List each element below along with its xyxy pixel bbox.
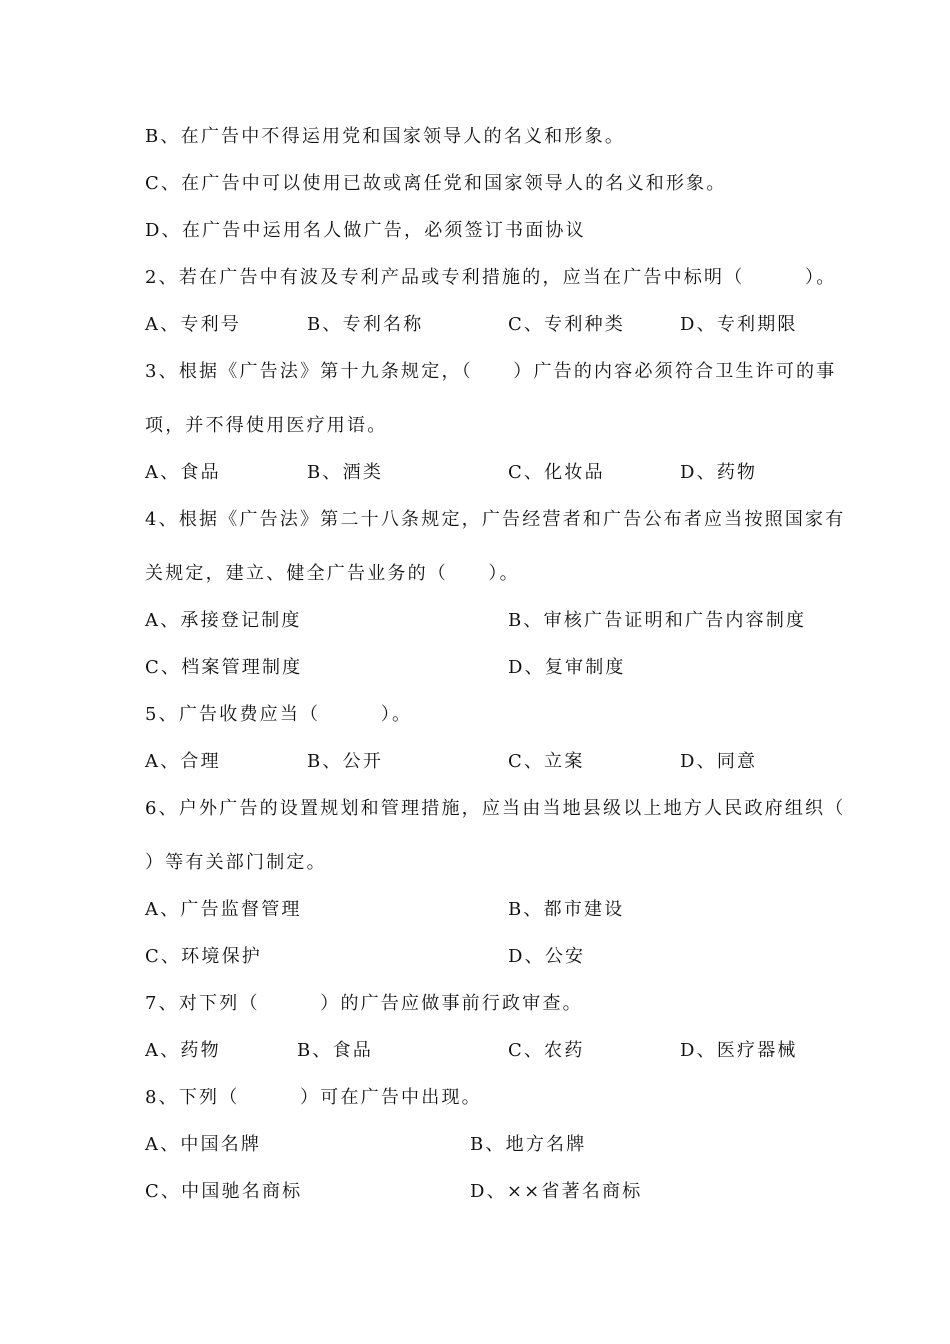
option-line-b: B、在广告中不得运用党和国家领导人的名义和形象。 [145, 126, 626, 147]
question-6-line1: 6、户外广告的设置规划和管理措施，应当由当地县级以上地方人民政府组织（ [145, 798, 846, 819]
question-6-line2: ）等有关部门制定。 [145, 852, 327, 873]
q6-option-c: C、环境保护 [145, 946, 262, 967]
option-line-c: C、在广告中可以使用已故或离任党和国家领导人的名义和形象。 [145, 173, 727, 194]
q3-option-a: A、食品 [145, 462, 221, 483]
q5-option-c: C、立案 [508, 751, 585, 772]
q8-option-a: A、中国名牌 [145, 1134, 262, 1155]
q6-option-d: D、公安 [508, 946, 586, 967]
question-3-line1: 3、根据《广告法》第十九条规定，（ ）广告的内容必须符合卫生许可的事 [145, 361, 837, 382]
q8-option-d: D、××省著名商标 [470, 1181, 643, 1202]
q8-option-b: B、地方名牌 [470, 1134, 587, 1155]
q7-option-b: B、食品 [297, 1040, 374, 1061]
question-7: 7、对下列（ ）的广告应做事前行政审查。 [145, 993, 583, 1014]
q8-option-c: C、中国驰名商标 [145, 1181, 303, 1202]
question-4-line1: 4、根据《广告法》第二十八条规定，广告经营者和广告公布者应当按照国家有 [145, 509, 846, 530]
q6-option-a: A、广告监督管理 [145, 899, 302, 920]
q7-option-a: A、药物 [145, 1040, 221, 1061]
q2-option-a: A、专利号 [145, 314, 241, 335]
option-line-d: D、在广告中运用名人做广告，必须签订书面协议 [145, 220, 586, 241]
q3-option-d: D、药物 [680, 462, 758, 483]
q4-option-b: B、审核广告证明和广告内容制度 [508, 610, 807, 631]
q4-option-d: D、复审制度 [508, 657, 626, 678]
q5-option-d: D、同意 [680, 751, 758, 772]
q4-option-c: C、档案管理制度 [145, 657, 303, 678]
q6-option-b: B、都市建设 [508, 899, 625, 920]
q7-option-d: D、医疗器械 [680, 1040, 798, 1061]
q3-option-c: C、化妆品 [508, 462, 605, 483]
question-2: 2、若在广告中有波及专利产品或专利措施的，应当在广告中标明（ ）。 [145, 267, 837, 288]
q4-option-a: A、承接登记制度 [145, 610, 302, 631]
q3-option-b: B、酒类 [307, 462, 384, 483]
q2-option-c: C、专利种类 [508, 314, 625, 335]
q2-option-d: D、专利期限 [680, 314, 798, 335]
q7-option-c: C、农药 [508, 1040, 585, 1061]
question-4-line2: 关规定，建立、健全广告业务的（ ）。 [145, 563, 520, 584]
q5-option-b: B、公开 [307, 751, 384, 772]
q2-option-b: B、专利名称 [307, 314, 424, 335]
question-8: 8、下列（ ）可在广告中出现。 [145, 1087, 482, 1108]
question-5: 5、广告收费应当（ ）。 [145, 704, 413, 725]
question-3-line2: 项，并不得使用医疗用语。 [145, 415, 388, 436]
q5-option-a: A、合理 [145, 751, 221, 772]
